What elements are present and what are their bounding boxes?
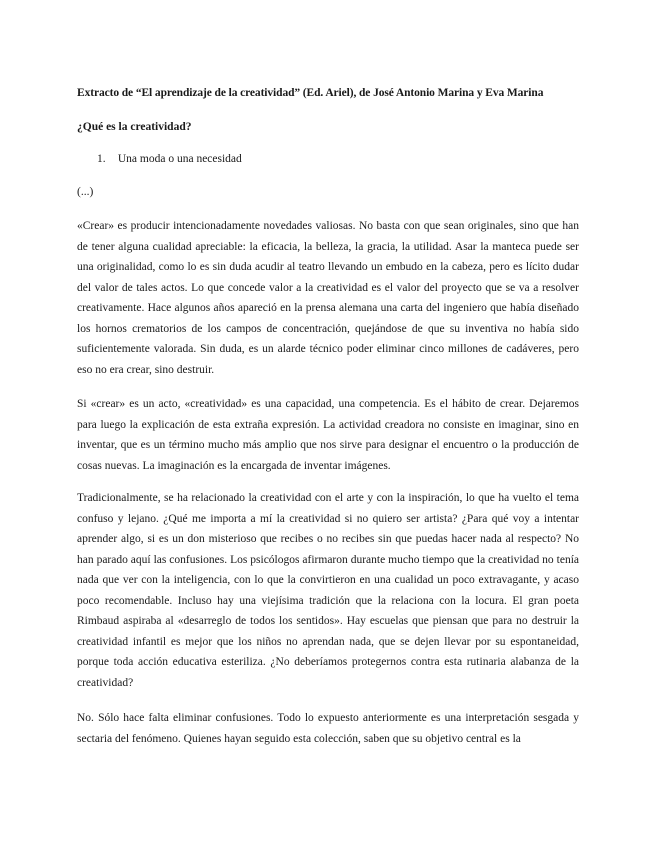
paragraph-4: No. Sólo hace falta eliminar confusiones. Todo lo expuesto anteriormente es una interpretación sesgada y sectaria del fenómeno. Quienes hayan seguido esta colección, saben que su objetivo central es la	[77, 712, 579, 745]
list-item-text: Una moda o una necesidad	[117, 153, 242, 165]
list-item-number: 1.	[97, 153, 106, 165]
section-heading: ¿Qué es la creatividad?	[77, 121, 192, 133]
paragraph-1: «Crear» es producir intencionadamente novedades valiosas. No basta con que sean originales, sino que han de tener alguna cualidad apreciable: la eficacia, la belleza, la gracia, la utilidad. Asar la manteca puede ser una originalidad, como lo es sin duda acudir al teatro llevando un embudo en la cabeza, pero es lícito dudar del valor de tales actos. Lo que concede valor a la creatividad es el valor del proyecto que se va a resolver creativamente. Hace algunos años apareció en la prensa alemana una carta del ingeniero que había diseñado los hornos crematorios de los campos de concentración, quejándose de que su inventiva no había sido suficientemente valorada. Sin duda, es un alarde técnico poder eliminar cinco millones de cadáveres, pero eso no era crear, sino destruir.	[77, 220, 579, 376]
paragraph-2: Si «crear» es un acto, «creatividad» es una capacidad, una competencia. Es el hábito de crear. Dejaremos para luego la explicación de esta extraña expresión. La actividad creadora no consiste en imaginar, sino en inventar, que es un término mucho más amplio que nos sirve para designar el encuentro o la producción de cosas nuevas. La imaginación es la encargada de inventar imágenes.	[77, 398, 579, 472]
paragraph-3: Tradicionalmente, se ha relacionado la creatividad con el arte y con la inspiración, lo que ha vuelto el tema confuso y lejano. ¿Qué me importa a mí la creatividad si no quiero ser artista? ¿Para qué voy a intentar aprender algo, si es un don misterioso que recibes o no recibes sin que puedas hacer nada al respecto? No han parado aquí las confusiones. Los psicólogos afirmaron durante mucho tiempo que la creatividad no tenía nada que ver con la inteligencia, con lo que la convirtieron en una cualidad un poco extravagante, y acaso poco recomendable. Incluso hay una viejísima tradición que la relaciona con la locura. El gran poeta Rimbaud aspiraba al «desarreglo de todos los sentidos». Hay escuelas que piensan que para no destruir la creatividad infantil es mejor que los niños no aprendan nada, que se dejen llevar por su espontaneidad, porque toda acción educativa esteriliza. ¿No deberíamos protegernos contra esta rutinaria alabanza de la creatividad?	[77, 492, 579, 689]
ellipsis-marker: (...)	[77, 186, 94, 198]
numbered-list-item	[97, 153, 242, 165]
document-title: Extracto de “El aprendizaje de la creatividad” (Ed. Ariel), de José Antonio Marina y Eva Marina	[77, 87, 544, 99]
